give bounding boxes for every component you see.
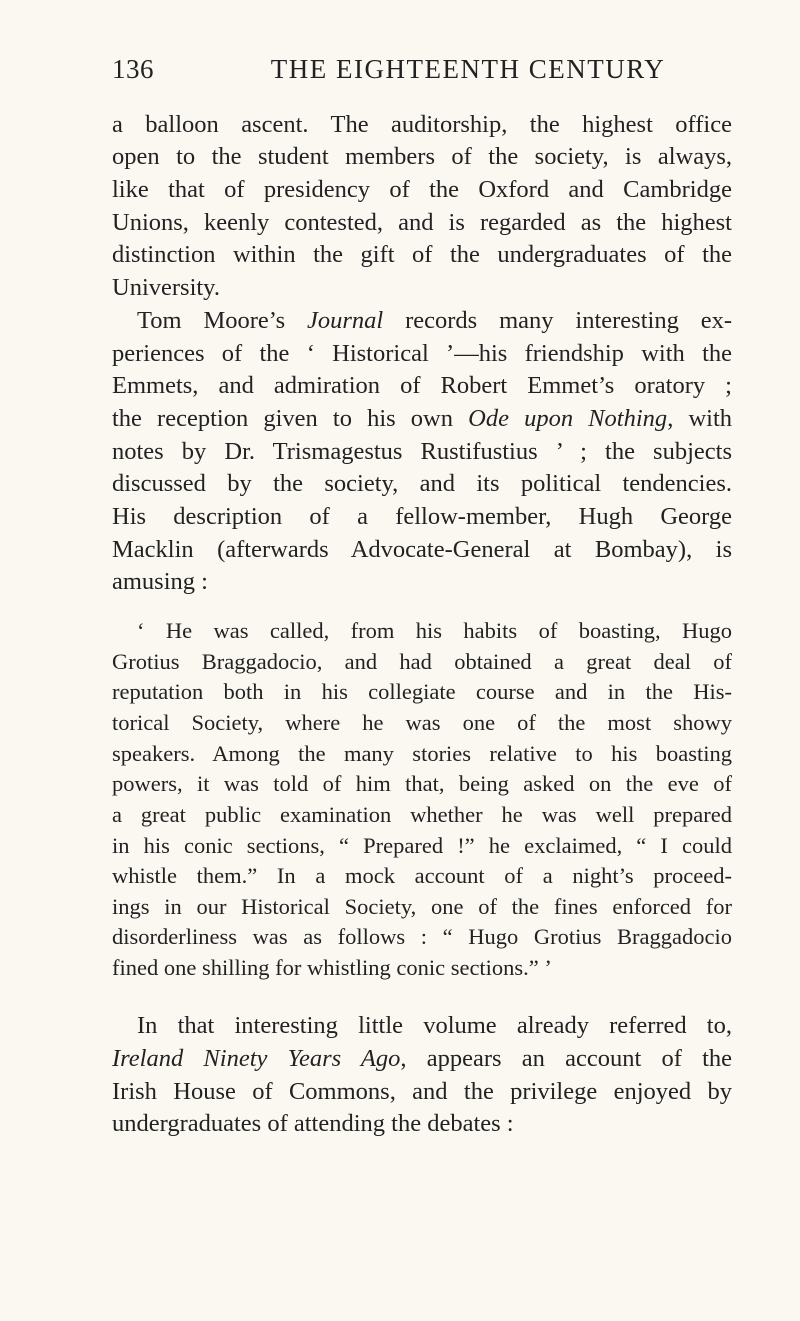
paragraph-2-line: the reception given to his own Ode upon Nothing, with (112, 405, 732, 432)
quote-line: torical Society, where he was one of the most showy (112, 710, 732, 735)
paragraph-1-line: like that of presidency of the Oxford and Cambridge (112, 176, 732, 203)
paragraph-3-line: Ireland Ninety Years Ago, appears an account of the (112, 1045, 733, 1072)
quote-line: disorderliness was as follows : “ Hugo Grotius Braggadocio (112, 924, 732, 949)
quote-line: ings in our Historical Society, one of the fines enforced for (112, 894, 732, 919)
quote-line: in his conic sections, “ Prepared !” he exclaimed, “ I could (112, 833, 732, 858)
italic-title: Ireland Ninety Years Ago (112, 1045, 401, 1072)
paragraph-2-line: notes by Dr. Trismagestus Rustifustius ’ ; the subjects (112, 438, 732, 465)
italic-title: Journal (307, 307, 384, 334)
quote-line: ‘ He was called, from his habits of boasting, Hugo (137, 618, 732, 643)
paragraph-3-line: Irish House of Commons, and the privilege enjoyed by (112, 1078, 732, 1105)
paragraph-2-line: Tom Moore’s Journal records many interesting ex- (137, 307, 732, 334)
quote-line: whistle them.” In a mock account of a night’s proceed- (112, 863, 732, 888)
paragraph-2-line: Macklin (afterwards Advocate-General at Bombay), is (112, 536, 732, 563)
paragraph-1-line: Unions, keenly contested, and is regarded as the highest (112, 209, 732, 236)
paragraph-3-line: In that interesting little volume already referred to, (137, 1012, 732, 1039)
page-header (112, 54, 732, 94)
paragraph-2-line: His description of a fellow-member, Hugh George (112, 503, 732, 530)
paragraph-1-line: open to the student members of the society, is always, (112, 143, 732, 170)
paragraph-2-line: periences of the ‘ Historical ’—his friendship with the (112, 340, 732, 367)
paragraph-2-line: amusing : (112, 568, 208, 595)
quote-line: a great public examination whether he was well prepared (112, 802, 732, 827)
quote-line: speakers. Among the many stories relative to his boasting (112, 741, 732, 766)
italic-title: Ode upon Nothing (468, 405, 668, 432)
quote-line: powers, it was told of him that, being asked on the eve of (112, 771, 732, 796)
quote-line: Grotius Braggadocio, and had obtained a great deal of (112, 649, 732, 674)
paragraph-1-line: distinction within the gift of the undergraduates of the (112, 241, 732, 268)
quote-line: fined one shilling for whistling conic sections.” ’ (112, 955, 552, 980)
running-head: THE EIGHTEENTH CENTURY (270, 54, 666, 84)
quote-line: reputation both in his collegiate course and in the His- (112, 679, 732, 704)
paragraph-2-line: discussed by the society, and its political tendencies. (112, 470, 732, 497)
paragraph-1-line: a balloon ascent. The auditorship, the highest office (112, 111, 732, 138)
paragraph-3-line: undergraduates of attending the debates : (112, 1110, 514, 1137)
page-number: 136 (112, 54, 154, 84)
paragraph-1-line: University. (112, 274, 220, 301)
paragraph-2-line: Emmets, and admiration of Robert Emmet’s oratory ; (112, 372, 732, 399)
